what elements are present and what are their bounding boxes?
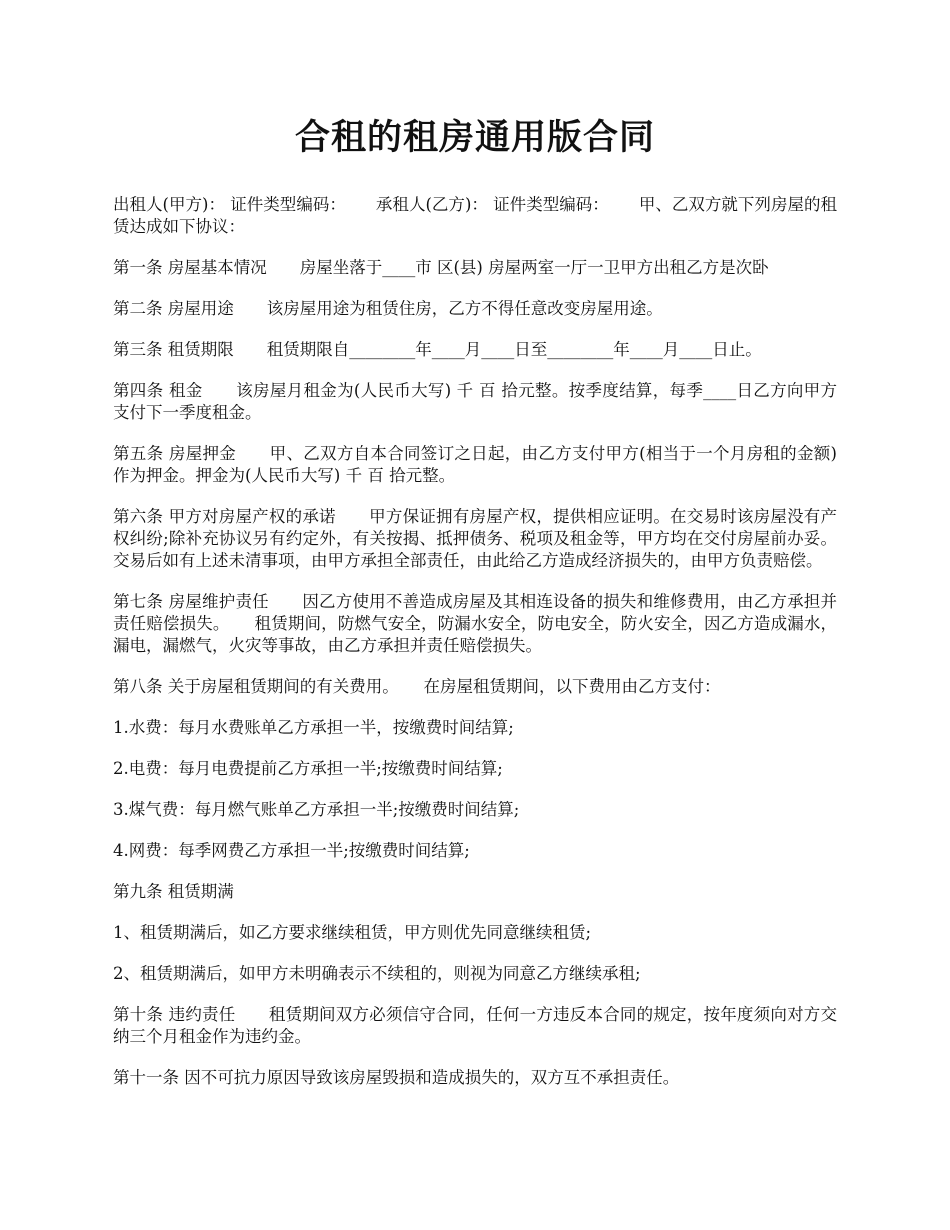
document-page xyxy=(113,110,837,1108)
fee-item-gas: 3.煤气费：每月燃气账单乙方承担一半;按缴费时间结算; xyxy=(113,800,520,819)
fee-item-internet: 4.网费：每季网费乙方承担一半;按缴费时间结算; xyxy=(113,841,470,860)
article-8-paragraph: 第八条 关于房屋租赁期间的有关费用。 在房屋租赁期间，以下费用由乙方支付： xyxy=(113,677,721,696)
article-6-paragraph: 第六条 甲方对房屋产权的承诺 甲方保证拥有房屋产权，提供相应证明。在交易时该房屋没有产权纠纷;除补充协议另有约定外，有关按揭、抵押债务、税项及租金等，甲方均在交付房屋前办妥。交易后如有上述未清事项，由甲方承担全部责任，由此给乙方造成经济损失的，由甲方负责赔偿。 xyxy=(113,507,837,570)
article-9-item-1: 1、租赁期满后，如乙方要求继续租赁，甲方则优先同意继续租赁; xyxy=(113,923,592,942)
article-5-paragraph: 第五条 房屋押金 甲、乙双方自本合同签订之日起，由乙方支付甲方(相当于一个月房租的金额)作为押金。押金为(人民币大写) 千 百 拾元整。 xyxy=(113,444,837,485)
fee-item-electricity: 2.电费：每月电费提前乙方承担一半;按缴费时间结算; xyxy=(113,759,503,778)
article-4-paragraph: 第四条 租金 该房屋月租金为(人民币大写) 千 百 拾元整。按季度结算，每季____日乙方向甲方支付下一季度租金。 xyxy=(113,381,837,422)
article-9-heading: 第九条 租赁期满 xyxy=(113,882,234,901)
article-1-paragraph: 第一条 房屋基本情况 房屋坐落于____市 区(县) 房屋两室一厅一卫甲方出租乙方是次卧 xyxy=(113,258,769,277)
article-3-paragraph: 第三条 租赁期限 租赁期限自________年____月____日至________年____月____日止。 xyxy=(113,340,762,359)
article-9-item-2: 2、租赁期满后，如甲方未明确表示不续租的，则视为同意乙方继续承租; xyxy=(113,964,641,983)
article-11-paragraph: 第十一条 因不可抗力原因导致该房屋毁损和造成损失的，双方互不承担责任。 xyxy=(113,1068,680,1087)
article-7-paragraph: 第七条 房屋维护责任 因乙方使用不善造成房屋及其相连设备的损失和维修费用，由乙方承担并责任赔偿损失。 租赁期间，防燃气安全，防漏水安全，防电安全，防火安全，因乙方造成漏水，漏电，漏燃气，火灾等事故，由乙方承担并责任赔偿损失。 xyxy=(113,592,837,655)
fee-item-water: 1.水费：每月水费账单乙方承担一半，按缴费时间结算; xyxy=(113,718,514,737)
article-10-paragraph: 第十条 违约责任 租赁期间双方必须信守合同，任何一方违反本合同的规定，按年度须向对方交纳三个月租金作为违约金。 xyxy=(113,1005,837,1046)
document-title: 合租的租房通用版合同 xyxy=(294,117,655,158)
parties-paragraph: 出租人(甲方)： 证件类型编码： 承租人(乙方)： 证件类型编码： 甲、乙双方就下列房屋的租赁达成如下协议： xyxy=(113,195,837,236)
article-2-paragraph: 第二条 房屋用途 该房屋用途为租赁住房，乙方不得任意改变房屋用途。 xyxy=(113,299,663,318)
